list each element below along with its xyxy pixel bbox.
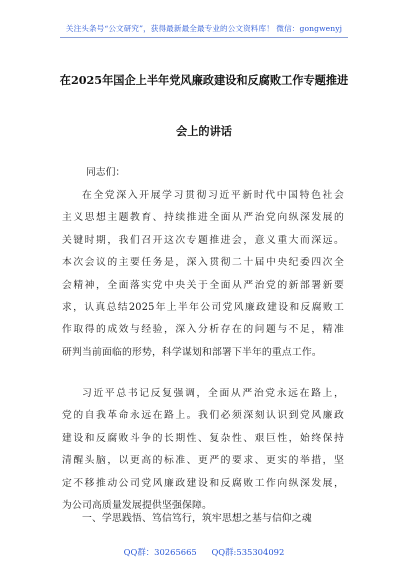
document-title-line1: 在2025年国企上半年党风廉政建设和反腐败工作专题推进 [59, 73, 349, 87]
paragraph-2 [62, 383, 344, 517]
footer-qq-group-2: QQ群:535304092 [211, 547, 285, 557]
paragraph-line: 会精神，全面落实党中央关于全面从严治党的新部署新要 [62, 279, 344, 291]
paragraph-line: 本次会议的主要任务是，深入贯彻二十届中央纪委四次全 [62, 257, 344, 269]
paragraph-1 [62, 185, 344, 364]
paragraph-line: 求，认真总结2025年上半年公司党风廉政建设和反腐败工 [62, 302, 344, 314]
header-divider [60, 37, 348, 38]
footer-qq-group: QQ群：30265665 [123, 547, 197, 557]
paragraph-line: 主义思想主题教育、持续推进全面从严治党向纵深发展的 [62, 212, 344, 224]
paragraph-line: 在全党深入开展学习贯彻习近平新时代中国特色社会 [82, 190, 344, 201]
document-title-line2: 会上的讲话 [176, 124, 232, 138]
greeting: 同志们： [86, 167, 126, 178]
paragraph-line: 关键时期，我们召开这次专题推进会，意义重大而深远。 [62, 234, 344, 246]
section-heading-1: 一、学思践悟、笃信笃行，筑牢思想之基与信仰之魂 [82, 513, 312, 524]
paragraph-line: 定不移推动公司党风廉政建设和反腐败工作向纵深发展， [62, 477, 344, 489]
paragraph-line: 清醒头脑，以更高的标准、更严的要求、更实的举措，坚 [62, 455, 344, 467]
header-note: 关注头条号“公文研究”，获得最新最全最专业的公文资料库！ 微信：gongwenyj [65, 24, 343, 33]
paragraph-line: 作取得的成效与经验，深入分析存在的问题与不足，精准 [62, 324, 344, 336]
paragraph-line: 为公司高质量发展提供坚强保障。 [62, 500, 212, 512]
paragraph-line: 研判当前面临的形势，科学谋划和部署下半年的重点工作。 [62, 346, 322, 358]
paragraph-line: 建设和反腐败斗争的长期性、复杂性、艰巨性，始终保持 [62, 432, 344, 444]
footer [0, 546, 408, 558]
paragraph-line: 习近平总书记反复强调，全面从严治党永远在路上， [82, 388, 344, 399]
paragraph-line: 党的自我革命永远在路上。我们必须深刻认识到党风廉政 [62, 410, 344, 422]
